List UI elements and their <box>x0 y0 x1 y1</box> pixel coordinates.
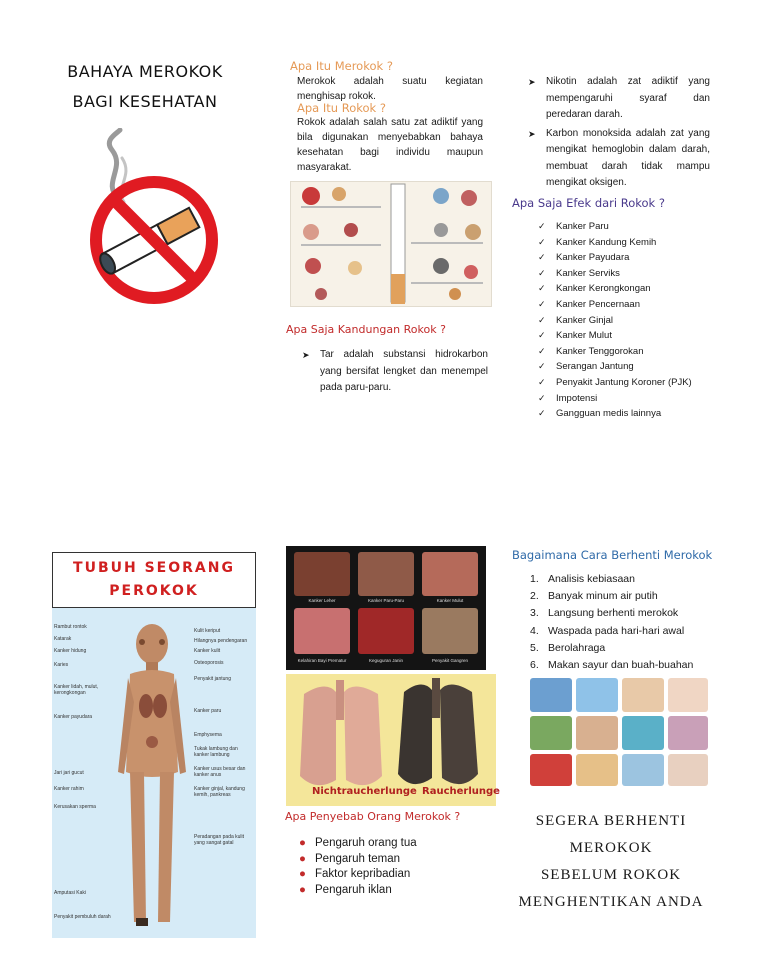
check-icon: ✓ <box>538 267 546 278</box>
kandungan-list-1 <box>298 347 488 399</box>
smoker-body-figure <box>116 622 188 934</box>
penyebab-list <box>285 836 485 898</box>
tubuh-perokok-panel <box>52 552 256 938</box>
body-label: Penyakit pembuluh darah <box>54 914 111 920</box>
apa-itu-rokok-heading: Apa Itu Rokok ? <box>297 101 386 115</box>
efek-heading: Apa Saja Efek dari Rokok ? <box>512 196 665 210</box>
body-label: Kanker usus besar dan kanker anus <box>194 766 246 778</box>
list-item: 2. Banyak minum air putih <box>530 590 658 603</box>
closing-line3: SEBELUM ROKOK <box>540 867 682 883</box>
berhenti-heading: Bagaimana Cara Berhenti Merokok <box>512 548 713 562</box>
collage-photo <box>622 754 664 786</box>
arrow-bullet-icon: ➤ <box>302 350 310 360</box>
brochure-title-line2: BAGI KESEHATAN <box>72 92 218 111</box>
photo-caption: Penyakit Gangren <box>431 658 469 663</box>
body-label: Kanker ginjal, kandung kemih, pankreas <box>194 786 245 798</box>
check-icon: ✓ <box>538 314 546 325</box>
healthy-lifestyle-collage <box>528 676 710 788</box>
collage-photo <box>622 678 664 712</box>
body-label: Kanker lidah, mulut, kerongkongan <box>54 684 99 696</box>
list-item: ✓ Gangguan medis lainnya <box>530 406 710 422</box>
body-label: Kanker kulit <box>194 648 221 654</box>
lungs-label-nonsmoker: Nichtraucherlunge <box>312 786 417 797</box>
tubuh-title-line2: PEROKOK <box>109 583 199 599</box>
collage-photo <box>530 678 572 712</box>
closing-line1: SEGERA BERHENTI <box>535 813 687 829</box>
list-item: ✓ Kanker Payudara <box>530 250 710 266</box>
list-item: 3. Langsung berhenti merokok <box>530 607 679 620</box>
collage-photo <box>576 716 618 750</box>
check-icon: ✓ <box>538 221 546 231</box>
body-label: Kanker payudara <box>54 714 93 720</box>
body-label: Emphysema <box>194 732 222 738</box>
list-item: ✓ Kanker Ginjal <box>530 313 710 329</box>
brochure-title <box>50 60 240 114</box>
body-label: Katarak <box>54 636 72 642</box>
list-item: ✓ Kanker Mulut <box>530 328 710 344</box>
check-icon: ✓ <box>538 283 546 294</box>
check-icon: ✓ <box>538 361 546 372</box>
body-label: Kulit keriput <box>194 628 221 634</box>
list-item: ✓ Penyakit Jantung Koroner (PJK) <box>530 375 710 391</box>
photo-keguguran <box>358 608 414 654</box>
brochure-title-line1: BAHAYA MEROKOK <box>67 62 223 81</box>
photo-caption: Kanker Paru-Paru <box>367 598 405 603</box>
kandungan-item-karbon: Karbon monoksida adalah zat yang mengikat hemoglobin dalam darah, membuat darah tidak mampu mengikat oksigen. <box>546 127 710 188</box>
body-label: Kanker rahim <box>54 786 84 792</box>
photo-caption: Kelahiran Bayi Prematur <box>297 658 347 663</box>
body-label: Penyakit jantung <box>194 676 231 682</box>
body-label: Amputasi Kaki <box>54 890 86 896</box>
body-label: Jari jari gucut <box>54 770 84 776</box>
body-label: Kanker hidung <box>54 648 87 654</box>
lungs-label-smoker: Raucherlunge <box>422 786 500 797</box>
list-item: ● Pengaruh orang tua <box>285 836 485 852</box>
list-item <box>524 74 710 124</box>
bullet-icon: ● <box>299 868 306 880</box>
closing-line2: MEROKOK <box>569 840 653 856</box>
smoking-infographic-image <box>290 181 492 307</box>
bullet-icon: ● <box>299 852 306 865</box>
collage-photo <box>576 678 618 712</box>
photo-caption: Keguguran Janin <box>368 658 404 663</box>
photo-kanker-mulut <box>422 552 478 596</box>
kandungan-item-tar: Tar adalah substansi hidrokarbon yang bersifat lengket dan menempel pada paru-paru. <box>320 349 488 393</box>
check-icon: ✓ <box>538 408 546 419</box>
check-icon: ✓ <box>538 345 546 356</box>
check-icon: ✓ <box>538 376 546 387</box>
collage-photo <box>530 716 572 750</box>
arrow-bullet-icon: ➤ <box>528 128 536 139</box>
berhenti-list <box>528 571 728 674</box>
list-item: ✓ Impotensi <box>530 391 710 407</box>
photo-bayi-prematur <box>294 608 350 654</box>
efek-list <box>530 219 710 422</box>
closing-line4: MENGHENTIKAN ANDA <box>518 894 704 910</box>
check-icon: ✓ <box>538 298 546 309</box>
list-item: ● Faktor kepribadian <box>285 867 485 883</box>
body-label: Kanker paru <box>194 708 222 714</box>
collage-photo <box>668 678 708 712</box>
closing-message <box>506 808 716 916</box>
tubuh-title-line1: TUBUH SEORANG <box>73 560 235 576</box>
lungs-comparison-image <box>286 674 500 806</box>
collage-photo <box>576 754 618 786</box>
photo-gangren <box>422 608 478 654</box>
apa-itu-merokok-heading: Apa Itu Merokok ? <box>290 59 393 73</box>
no-smoking-icon <box>82 128 222 308</box>
list-item: ✓ Kanker Tenggorokan <box>530 344 710 360</box>
collage-photo <box>622 716 664 750</box>
check-icon: ✓ <box>538 330 546 341</box>
tubuh-title-box <box>52 552 256 608</box>
bullet-icon: ● <box>299 837 306 849</box>
disease-photo-grid <box>286 546 486 670</box>
kandungan-list-2 <box>524 74 710 194</box>
list-item: ✓ Kanker Paru <box>530 219 710 235</box>
list-item: ● Pengaruh iklan <box>285 883 485 899</box>
body-label: Tukak lambung dan kanker lambung <box>194 746 238 758</box>
list-item <box>524 126 710 192</box>
check-icon: ✓ <box>538 392 546 403</box>
list-item: ✓ Kanker Serviks <box>530 266 710 282</box>
body-label: Karies <box>54 662 69 668</box>
list-item: ✓ Kanker Pencernaan <box>530 297 710 313</box>
bullet-icon: ● <box>299 883 306 896</box>
body-label: Osteoporosis <box>194 660 224 666</box>
list-item: ● Pengaruh teman <box>285 852 485 868</box>
photo-kanker-paru <box>358 552 414 596</box>
penyebab-heading: Apa Penyebab Orang Merokok ? <box>285 810 461 823</box>
check-icon: ✓ <box>538 252 546 263</box>
list-item: 5. Berolahraga <box>530 641 606 654</box>
collage-photo <box>530 754 572 786</box>
list-item: 4. Waspada pada hari-hari awal <box>530 624 685 637</box>
photo-caption: Kanker Mulut <box>436 598 464 603</box>
check-icon: ✓ <box>538 236 546 247</box>
kandungan-item-nikotin: Nikotin adalah zat adiktif yang mempengaruhi syaraf dan peredaran darah. <box>546 76 710 120</box>
collage-photo <box>668 716 708 750</box>
arrow-bullet-icon: ➤ <box>528 77 536 87</box>
body-label: Kerusakan sperma <box>54 804 96 810</box>
list-item: ✓ Serangan Jantung <box>530 359 710 375</box>
apa-itu-rokok-text: Rokok adalah salah satu zat adiktif yang bila digunakan menyebabkan bahaya kesehatan bagi individu maupun masyarakat. <box>297 117 483 173</box>
list-item <box>298 347 488 397</box>
kandungan-heading: Apa Saja Kandungan Rokok ? <box>286 323 446 336</box>
list-item: ✓ Kanker Kerongkongan <box>530 281 710 297</box>
apa-itu-merokok-text: Merokok adalah suatu kegiatan menghisap rokok. <box>297 76 483 102</box>
body-label: Peradangan pada kulit yang sangat gatal <box>194 834 245 846</box>
collage-photo <box>668 754 708 786</box>
photo-kanker-leher <box>294 552 350 596</box>
body-label: Rambut rontok <box>54 624 87 630</box>
list-item: 6. Makan sayur dan buah-buahan <box>530 659 694 672</box>
photo-caption: Kanker Leher <box>308 598 336 603</box>
list-item: ✓ Kanker Kandung Kemih <box>530 235 710 251</box>
body-label: Hilangnya pendengaran <box>194 638 248 644</box>
list-item: 1. Analisis kebiasaan <box>530 573 635 585</box>
